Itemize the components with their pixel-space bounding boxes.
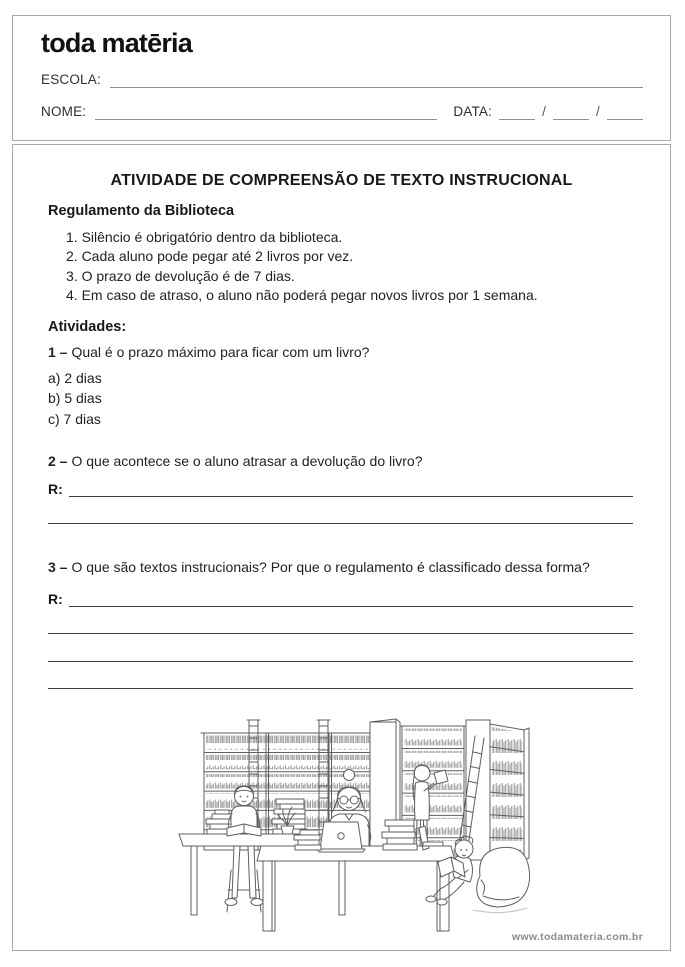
toda-materia-logo: toda matēria (41, 28, 192, 58)
name-blank-line (95, 104, 437, 120)
school-label: ESCOLA: (41, 72, 101, 87)
question-2 (48, 453, 633, 469)
date-label: DATA: (453, 104, 493, 119)
website-url: www.todamateria.com.br (511, 931, 643, 943)
answer-line (48, 688, 633, 689)
question-1 (48, 344, 633, 360)
rule-item: 1. Silêncio é obrigatório dentro da biblioteca. (66, 229, 343, 245)
answer-line (48, 633, 633, 634)
date-month-blank (553, 104, 589, 120)
answer-line (48, 523, 633, 524)
question-1-number: 1 – (48, 344, 68, 360)
date-separator: / (596, 104, 600, 119)
school-field-row (41, 72, 643, 88)
answer-line (69, 593, 633, 607)
answer-label: R: (48, 591, 63, 607)
worksheet-body-box (12, 144, 671, 951)
answer-label: R: (48, 481, 63, 497)
question-2-answer-row (48, 475, 633, 497)
rules-heading: Regulamento da Biblioteca (48, 203, 235, 219)
question-3-text: O que são textos instrucionais? Por que o regulamento é classificado dessa forma? (71, 559, 590, 575)
rule-item: 4. Em caso de atraso, o aluno não poderá pegar novos livros por 1 semana. (66, 286, 538, 303)
option-b: b) 5 dias (48, 390, 102, 407)
rule-item: 3. O prazo de devolução é de 7 dias. (66, 267, 295, 284)
question-3-number: 3 – (48, 559, 68, 575)
question-1-text: Qual é o prazo máximo para ficar com um livro? (71, 344, 370, 360)
name-label: NOME: (41, 104, 87, 119)
school-blank-line (110, 72, 643, 88)
laptop-icon (317, 822, 365, 852)
name-date-field-row (41, 104, 643, 120)
date-day-blank (499, 104, 535, 120)
date-year-blank (607, 104, 643, 120)
question-3 (48, 559, 633, 575)
library-rules-list (66, 228, 538, 305)
option-a: a) 2 dias (48, 370, 102, 386)
answer-line (69, 483, 633, 497)
question-3-answer-row (48, 585, 633, 607)
activities-heading: Atividades: (48, 319, 127, 335)
date-separator: / (542, 104, 547, 119)
rule-item: 2. Cada aluno pode pegar até 2 livros por vez. (66, 248, 354, 265)
header-box (12, 15, 671, 141)
desk-icon (257, 846, 455, 931)
worksheet-title: ATIVIDADE DE COMPREENSÃO DE TEXTO INSTRUCIONAL (110, 172, 573, 189)
option-c: c) 7 dias (48, 410, 101, 427)
question-2-number: 2 – (48, 453, 68, 469)
question-1-options (48, 368, 102, 429)
answer-line (48, 661, 633, 662)
library-scene-illustration (171, 710, 531, 940)
question-2-text: O que acontece se o aluno atrasar a devolução do livro? (71, 453, 423, 469)
